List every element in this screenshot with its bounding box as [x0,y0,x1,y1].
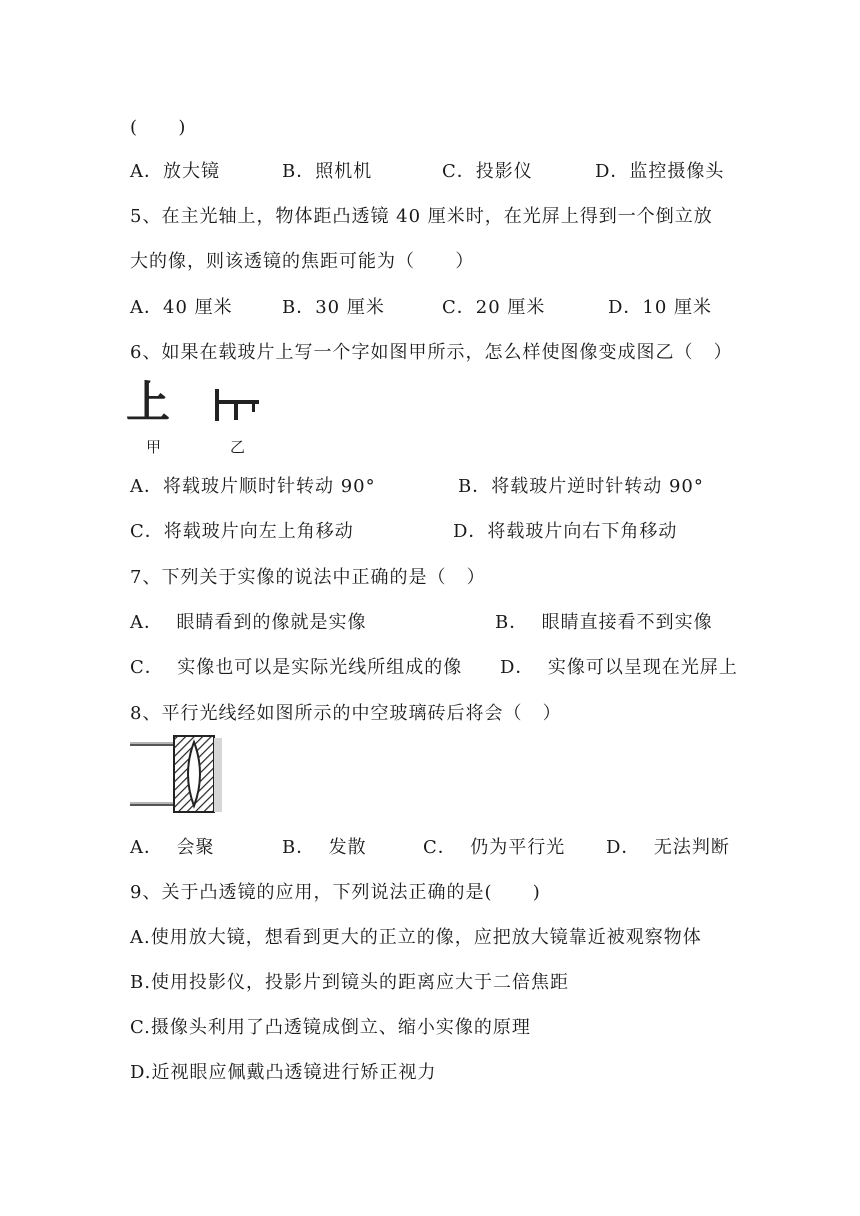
q6-question: 6、如果在载玻片上写一个字如图甲所示，怎么样使图像变成图乙（ ） [130,342,733,363]
q4-option-b: B．照机机 [282,161,373,182]
q5-question-line2: 大的像，则该透镜的焦距可能为（ ） [130,251,475,272]
q7-question: 7、下列关于实像的说法中正确的是（ ） [130,567,486,588]
q9-option-d: D.近视眼应佩戴凸透镜进行矫正视力 [130,1062,437,1083]
q6-option-d: D．将载玻片向右下角移动 [453,521,678,542]
q7-option-b: B． 眼睛直接看不到实像 [495,612,713,633]
q5-question-line1: 5、在主光轴上，物体距凸透镜 40 厘米时，在光屏上得到一个倒立放 [130,206,713,227]
q9-option-c: C.摄像头利用了凸透镜成倒立、缩小实像的原理 [130,1017,531,1038]
q6-option-b: B．将载玻片逆时针转动 90° [458,476,704,497]
q7-option-d: D． 实像可以呈现在光屏上 [500,657,738,678]
q5-option-c: C．20 厘米 [442,297,546,318]
q5-option-d: D．10 厘米 [608,297,713,318]
q8-option-d: D． 无法判断 [606,837,730,858]
q6-option-a: A．将载玻片顺时针转动 90° [130,476,376,497]
q8-question: 8、平行光线经如图所示的中空玻璃砖后将会（ ） [130,703,562,724]
q6-figure-label-jia: 甲 [146,438,162,456]
q6-figure-jia: 上 [126,377,170,428]
q5-option-a: A．40 厘米 [130,297,233,318]
q9-option-b: B.使用投影仪，投影片到镜头的距离应大于二倍焦距 [130,972,569,993]
q8-option-b: B． 发散 [282,837,367,858]
q7-option-c: C． 实像也可以是实际光线所组成的像 [130,657,463,678]
q4-option-c: C．投影仪 [442,161,533,182]
q9-question: 9、关于凸透镜的应用，下列说法正确的是( ) [130,882,541,903]
q4-option-d: D．监控摄像头 [595,161,725,182]
q4-option-a: A．放大镜 [130,161,220,182]
q6-figure-yi [214,388,262,422]
q5-option-b: B．30 厘米 [282,297,385,318]
q7-option-a: A． 眼睛看到的像就是实像 [130,612,367,633]
q8-option-c: C． 仍为平行光 [423,837,566,858]
q8-figure-hollow-glass-brick [128,734,226,814]
q6-option-c: C．将载玻片向左上角移动 [130,521,354,542]
q8-option-a: A． 会聚 [130,837,215,858]
q4-answer-paren: ( ) [130,117,187,138]
q6-figure-label-yi: 乙 [230,438,246,456]
q9-option-a: A.使用放大镜，想看到更大的正立的像，应把放大镜靠近被观察物体 [130,927,702,948]
